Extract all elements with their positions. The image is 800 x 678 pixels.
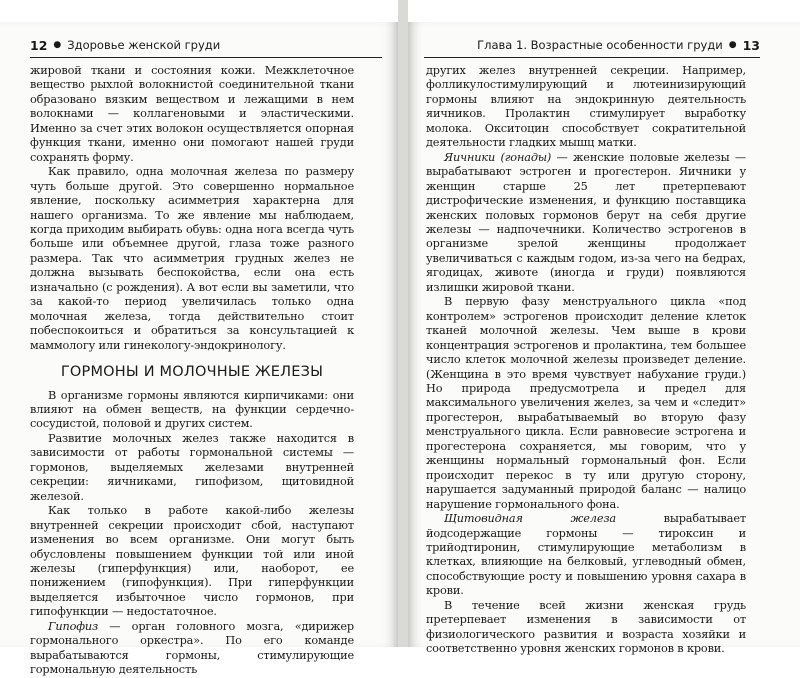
paragraph: В организме гормоны являются кирпичиками: они влияют на обмен веществ, на функции сердечно-сосудистой, половой и других систем. [30,388,354,431]
left-page-number: 12 [30,37,48,53]
left-page-body [30,64,354,678]
left-running-head: Здоровье женской груди [67,38,221,52]
header-rule [424,57,760,58]
term-italic: Гипофиз [48,619,99,633]
term-italic: Яичники (гонады) [444,150,552,164]
paragraph: В течение всей жизни женская грудь претерпевает изменения в зависимости от физиологического развития и возраста хозяйки и соответственно уровня женских гормонов в крови. [426,598,746,656]
paragraph: В первую фазу менструального цикла «под контролем» эстрогенов происходит деление клеток тканей молочной железы. Чем выше в крови концентрация эстрогенов и пролактина, тем большее число клеток молочной железы произведет деление. (Женщина в это время чувствует набухание груди.) Но природа предусмотрела и предел для максимального увеличения желез, за чем и «следит» прогестерон, вырабатываемый во вторую фазу менструального цикла. Если равновесие эстрогена и прогестерона сохраняется, мы говорим, что у женщины нормальный гормональный фон. Если происходит перекос в ту или другую сторону, нарушается задуманный природой баланс — налицо нарушение гормонального фона. [426,295,746,511]
paragraph-text: — орган головного мозга, «дирижер гормонального оркестра». По его команде вырабатываются гормоны, стимулирующие гормональную деятельность [30,619,354,677]
bullet-separator: ● [728,40,737,50]
right-page [408,22,800,656]
paragraph: других желез внутренней секреции. Например, фолликулостимулирующий и лютеинизирующий гормоны влияют на эндокринную деятельность яичников. Пролактин стимулирует выработку молока. Окситоцин способствует сократительной деятельности гладких мышц матки. [426,64,746,150]
paragraph: Развитие молочных желез также находится в зависимости от работы гормональной системы — гормонов, выделяемых железами внутренней секреции: яичниками, гипофизом, щитовидной железой. [30,431,354,503]
term-italic: Щитовидная железа [444,512,616,526]
right-page-body [426,64,746,657]
section-title: ГОРМОНЫ И МОЛОЧНЫЕ ЖЕЛЕЗЫ [60,364,324,381]
header-rule [30,57,382,58]
paragraph [426,151,746,296]
right-page-number: 13 [742,37,760,53]
right-running-head: Глава 1. Возрастные особенности груди [477,38,723,52]
paragraph: жировой ткани и состояния кожи. Межклеточное вещество рыхлой волокнистой соединительной ткани образовано вязким веществом и лежащими в нем волокнами — коллагеновыми и эластическими. Именно за счет этих волокон осуществляется опорная функция ткани, именно они помогают нашей груди сохранять форму. [30,64,354,164]
bullet-separator: ● [53,40,62,50]
paragraph: Как правило, одна молочная железа по размеру чуть больше другой. Это совершенно нормальное явление, поскольку асимметрия характерна для нашего организма. То же явление мы наблюдаем, когда приходим выбирать обувь: одна нога всегда чуть больше или объемнее другой, глаза тоже разного размера. Так что асимметрия грудных желез не должна вызывать беспокойства, если она есть изначально (с рождения). А вот если вы заметили, что за какой-то период увеличилась только одна молочная железа, тогда действительно стоит побеспокоиться и обратиться за консультацией к маммологу или гинекологу-эндокринологу. [30,165,354,352]
paragraph-text: вырабатывает йодсодержащие гормоны — тироксин и трийодтиронин, стимулирующие метаболизм в клетках, влияющие на белковый, углеводный обмен, способствующие росту и повышению уровня сахара в крови. [426,512,746,598]
right-page-header [424,36,760,54]
book-gutter [398,0,408,647]
paragraph [426,512,746,599]
paragraph: Как только в работе какой-либо железы внутренней секреции происходит сбой, наступают изменения во всем организме. Они могут быть обусловлены повышением функции той или иной железы (гиперфункция) или, наоборот, ее понижением (гипофункция). При гиперфункции выделяется избыточное число гормонов, при гипофункции — недостаточное. [30,504,354,619]
left-page [0,22,398,677]
paragraph-text: — женские половые железы — вырабатывают эстроген и прогестерон. Яичники у женщин старше 25 лет претерпевают дистрофические изменения, и функцию поставщика женских половых гормонов берут на себя другие железы — надпочечники. Количество эстрогенов в организме зрелой женщины продолжает увеличиваться с каждым годом, из-за чего на бедрах, ягодицах, животе (иногда и груди) появляются излишки жировой ткани. [426,150,746,294]
left-page-header [30,36,382,54]
paragraph [30,620,354,678]
